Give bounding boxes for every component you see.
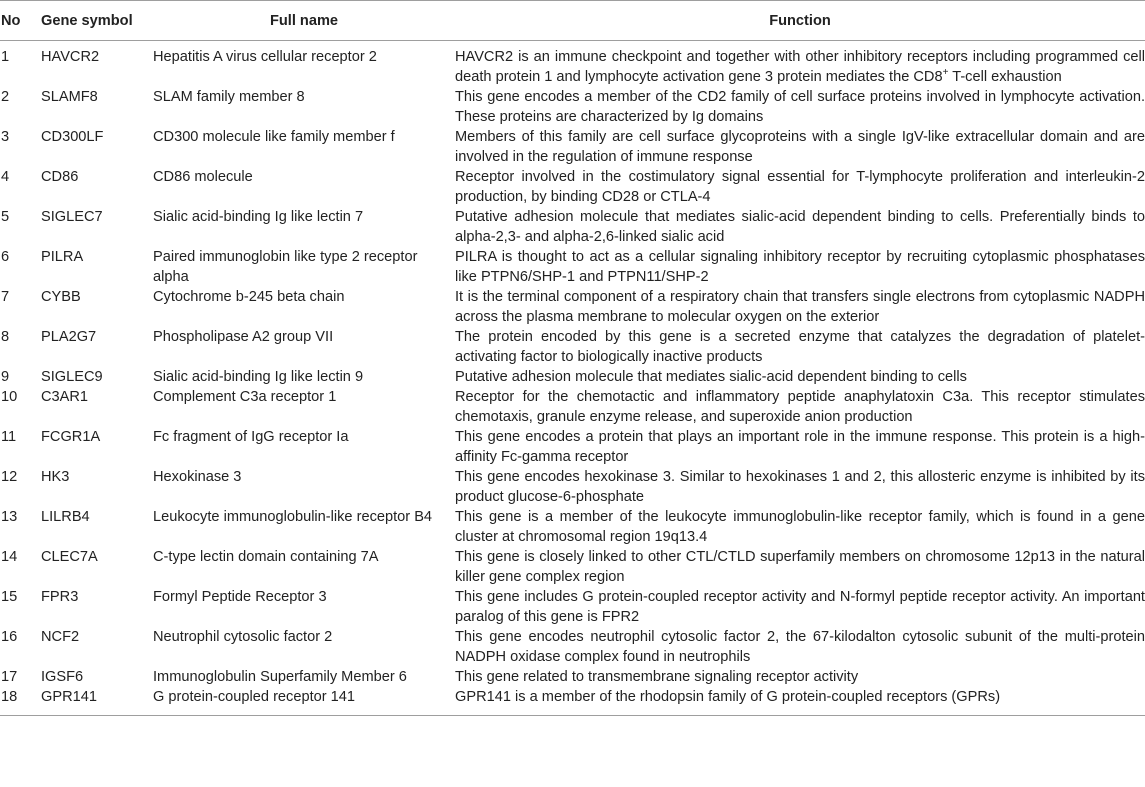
table-row xyxy=(0,387,1145,427)
table-row xyxy=(0,627,1145,667)
header-no: No xyxy=(0,1,41,41)
header-full-name: Full name xyxy=(153,1,455,41)
table-row xyxy=(0,41,1145,88)
row-function: This gene is closely linked to other CTL/CTLD superfamily members on chromosome 12p13 in the natural killer gene complex region xyxy=(455,549,1145,585)
row-gene-symbol: CYBB xyxy=(41,289,81,305)
row-gene-symbol: C3AR1 xyxy=(41,389,89,405)
row-gene-symbol: IGSF6 xyxy=(41,669,84,685)
table-row xyxy=(0,287,1145,327)
row-function: Putative adhesion molecule that mediates sialic-acid dependent binding to cells. Preferentially binds to alpha-2,3- and alpha-2,6-linked sialic acid xyxy=(455,209,1145,245)
header-function: Function xyxy=(455,1,1145,41)
row-no: 5 xyxy=(1,209,10,225)
table-row xyxy=(0,467,1145,507)
row-function: Putative adhesion molecule that mediates sialic-acid dependent binding to cells xyxy=(455,369,967,385)
row-no: 7 xyxy=(1,289,10,305)
row-function: This gene is a member of the leukocyte immunoglobulin-like receptor family, which is found in a gene cluster at chromosomal region 19q13.4 xyxy=(455,509,1145,545)
row-gene-symbol: LILRB4 xyxy=(41,509,90,525)
table-row xyxy=(0,587,1145,627)
row-no: 17 xyxy=(1,669,18,685)
row-full-name: Hexokinase 3 xyxy=(153,469,242,485)
row-gene-symbol: PLA2G7 xyxy=(41,329,97,345)
superscript-plus: + xyxy=(942,67,949,79)
row-gene-symbol: FCGR1A xyxy=(41,429,101,445)
row-function: Members of this family are cell surface glycoproteins with a single IgV-like extracellular domain and are involved in the regulation of immune response xyxy=(455,129,1145,165)
table-row xyxy=(0,667,1145,687)
row-function: Receptor involved in the costimulatory signal essential for T-lymphocyte proliferation and interleukin-2 production, by binding CD28 or CTLA-4 xyxy=(455,169,1145,205)
row-function: This gene encodes hexokinase 3. Similar to hexokinases 1 and 2, this allosteric enzyme is inhibited by its product glucose-6-phosphate xyxy=(455,469,1145,505)
row-full-name: Immunoglobulin Superfamily Member 6 xyxy=(153,669,407,685)
function-text: HAVCR2 is an immune checkpoint and together with other inhibitory receptors including programmed cell death protein 1 and lymphocyte activation gene 3 protein mediates the CD8 xyxy=(455,49,1145,85)
row-gene-symbol: FPR3 xyxy=(41,589,79,605)
row-gene-symbol: HAVCR2 xyxy=(41,49,100,65)
table-header-row xyxy=(0,1,1145,41)
row-no: 16 xyxy=(1,629,18,645)
table-row xyxy=(0,207,1145,247)
row-no: 9 xyxy=(1,369,10,385)
table-row xyxy=(0,127,1145,167)
row-no: 8 xyxy=(1,329,10,345)
row-gene-symbol: GPR141 xyxy=(41,687,153,716)
row-function: This gene related to transmembrane signaling receptor activity xyxy=(455,669,859,685)
row-full-name: CD300 molecule like family member f xyxy=(153,129,395,145)
row-no: 18 xyxy=(0,687,41,716)
row-gene-symbol: CLEC7A xyxy=(41,549,98,565)
table-row xyxy=(0,547,1145,587)
table-row xyxy=(0,167,1145,207)
row-full-name: Sialic acid-binding Ig like lectin 9 xyxy=(153,369,364,385)
row-function: This gene encodes a protein that plays an important role in the immune response. This protein is a high-affinity Fc-gamma receptor xyxy=(455,429,1145,465)
row-no: 2 xyxy=(1,89,10,105)
row-full-name: C-type lectin domain containing 7A xyxy=(153,549,379,565)
row-full-name: Fc fragment of IgG receptor Ia xyxy=(153,429,349,445)
row-function: This gene encodes neutrophil cytosolic factor 2, the 67-kilodalton cytosolic subunit of the multi-protein NADPH oxidase complex found in neutrophils xyxy=(455,629,1145,665)
table-row xyxy=(0,687,1145,716)
header-gene-symbol: Gene symbol xyxy=(41,1,153,41)
row-gene-symbol: PILRA xyxy=(41,249,84,265)
row-no: 14 xyxy=(1,549,18,565)
row-full-name: SLAM family member 8 xyxy=(153,89,305,105)
row-full-name: Neutrophil cytosolic factor 2 xyxy=(153,629,333,645)
row-no: 13 xyxy=(1,509,18,525)
row-full-name: Formyl Peptide Receptor 3 xyxy=(153,589,327,605)
row-function: The protein encoded by this gene is a secreted enzyme that catalyzes the degradation of platelet-activating factor to biologically inactive products xyxy=(455,329,1145,365)
row-full-name: Phospholipase A2 group VII xyxy=(153,329,334,345)
row-function: GPR141 is a member of the rhodopsin family of G protein-coupled receptors (GPRs) xyxy=(455,687,1145,716)
table-row xyxy=(0,247,1145,287)
row-gene-symbol: CD86 xyxy=(41,169,79,185)
row-function: Receptor for the chemotactic and inflammatory peptide anaphylatoxin C3a. This receptor stimulates chemotaxis, granule enzyme release, and superoxide anion production xyxy=(455,389,1145,425)
row-gene-symbol: HK3 xyxy=(41,469,70,485)
row-no: 12 xyxy=(1,469,18,485)
table-row xyxy=(0,427,1145,467)
row-full-name: Cytochrome b-245 beta chain xyxy=(153,289,345,305)
row-full-name: G protein-coupled receptor 141 xyxy=(153,687,455,716)
row-full-name: Hepatitis A virus cellular receptor 2 xyxy=(153,49,377,65)
row-full-name: Complement C3a receptor 1 xyxy=(153,389,337,405)
row-gene-symbol: CD300LF xyxy=(41,129,104,145)
row-no: 15 xyxy=(1,589,18,605)
row-gene-symbol: SLAMF8 xyxy=(41,89,98,105)
row-no: 1 xyxy=(1,49,10,65)
table-row xyxy=(0,327,1145,367)
row-function: It is the terminal component of a respiratory chain that transfers single electrons from cytoplasmic NADPH across the plasma membrane to molecular oxygen on the exterior xyxy=(455,289,1145,325)
function-text-end: T-cell exhaustion xyxy=(948,69,1062,85)
row-function xyxy=(455,41,1145,88)
row-function: This gene includes G protein-coupled receptor activity and N-formyl peptide receptor activity. An important paralog of this gene is FPR2 xyxy=(455,589,1145,625)
row-full-name: Paired immunoglobin like type 2 receptor alpha xyxy=(153,249,418,285)
table-row xyxy=(0,507,1145,547)
row-full-name: Leukocyte immunoglobulin-like receptor B4 xyxy=(153,509,433,525)
row-full-name: CD86 molecule xyxy=(153,169,253,185)
table-row xyxy=(0,367,1145,387)
row-no: 4 xyxy=(1,169,10,185)
row-full-name: Sialic acid-binding Ig like lectin 7 xyxy=(153,209,364,225)
row-gene-symbol: NCF2 xyxy=(41,629,80,645)
row-no: 10 xyxy=(1,389,18,405)
row-gene-symbol: SIGLEC9 xyxy=(41,369,103,385)
row-function: PILRA is thought to act as a cellular signaling inhibitory receptor by recruiting cytoplasmic phosphatases like PTPN6/SHP-1 and PTPN11/SHP-2 xyxy=(455,249,1145,285)
row-gene-symbol: SIGLEC7 xyxy=(41,209,103,225)
row-no: 11 xyxy=(1,429,17,445)
row-function: This gene encodes a member of the CD2 family of cell surface proteins involved in lymphocyte activation. These proteins are characterized by Ig domains xyxy=(455,89,1145,125)
row-no: 3 xyxy=(1,129,10,145)
row-no: 6 xyxy=(1,249,10,265)
table-row xyxy=(0,87,1145,127)
